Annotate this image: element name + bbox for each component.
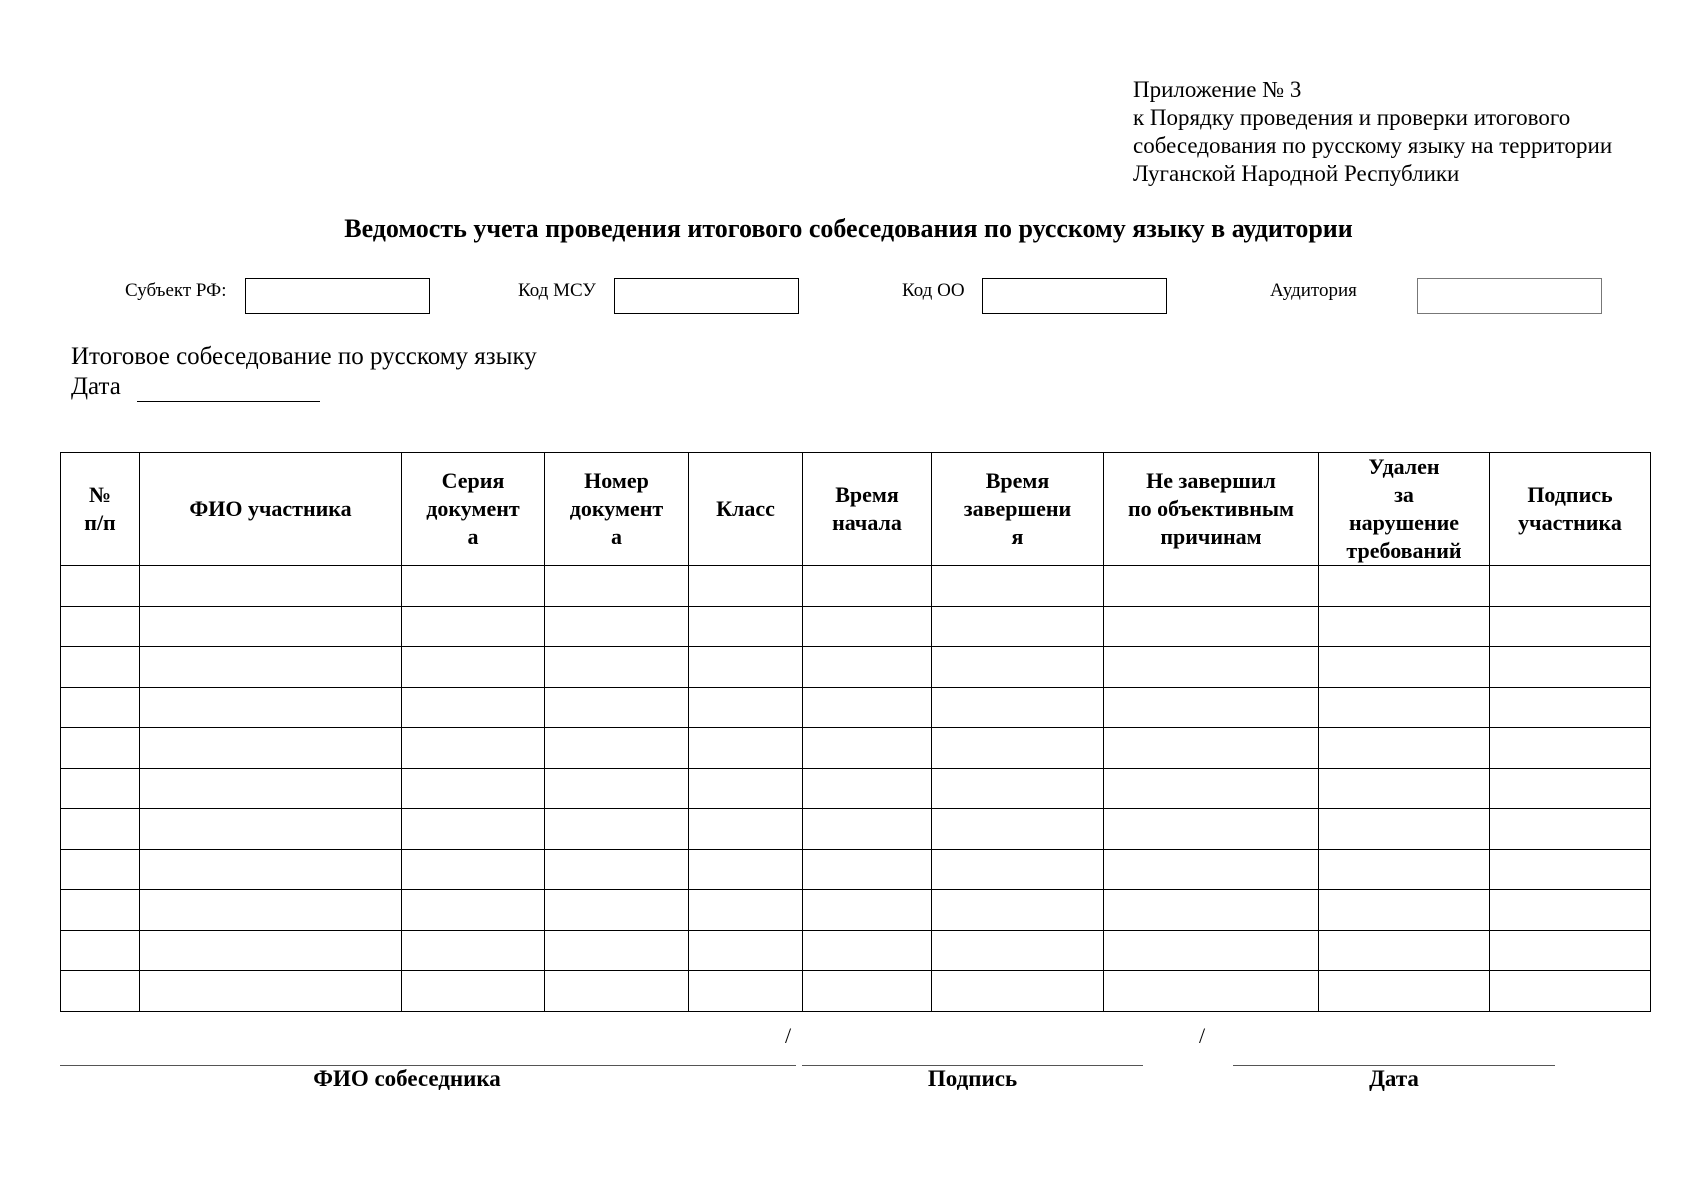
date-sign-label: Дата	[1369, 1066, 1419, 1091]
table-row	[61, 728, 1651, 769]
table-cell[interactable]	[140, 971, 402, 1012]
table-cell[interactable]	[140, 687, 402, 728]
table-header-row	[61, 453, 1651, 566]
column-header	[402, 453, 545, 566]
participants-table	[60, 452, 1651, 1012]
table-cell[interactable]	[1104, 606, 1319, 647]
table-cell[interactable]	[803, 768, 932, 809]
table-cell[interactable]	[61, 728, 140, 769]
table-cell[interactable]	[61, 566, 140, 607]
table-cell[interactable]	[932, 930, 1104, 971]
table-cell[interactable]	[545, 687, 689, 728]
column-header-line: №	[88, 482, 112, 507]
table-cell[interactable]	[545, 809, 689, 850]
appendix-line: собеседования по русскому языку на территории	[1133, 133, 1613, 158]
table-cell[interactable]	[803, 687, 932, 728]
table-cell[interactable]	[689, 687, 803, 728]
table-cell[interactable]	[61, 687, 140, 728]
table-cell[interactable]	[1490, 809, 1651, 850]
column-header-line: Класс	[716, 496, 775, 521]
table-cell[interactable]	[803, 606, 932, 647]
column-header	[1319, 453, 1490, 566]
table-cell[interactable]	[545, 849, 689, 890]
table-row	[61, 566, 1651, 607]
table-cell[interactable]	[932, 728, 1104, 769]
table-cell[interactable]	[140, 647, 402, 688]
column-header	[932, 453, 1104, 566]
table-cell[interactable]	[1490, 728, 1651, 769]
table-cell[interactable]	[61, 768, 140, 809]
table-cell[interactable]	[61, 930, 140, 971]
table-cell[interactable]	[932, 687, 1104, 728]
column-header-line: Номер	[584, 468, 649, 493]
table-cell[interactable]	[932, 768, 1104, 809]
table-cell[interactable]	[932, 890, 1104, 931]
column-header-line: Серия	[441, 468, 505, 493]
table-cell[interactable]	[545, 930, 689, 971]
table-cell[interactable]	[803, 809, 932, 850]
table-cell[interactable]	[545, 566, 689, 607]
table-cell[interactable]	[1490, 930, 1651, 971]
column-header-line: нарушение	[1348, 510, 1460, 535]
table-cell[interactable]	[932, 606, 1104, 647]
table-cell[interactable]	[1104, 930, 1319, 971]
table-row	[61, 809, 1651, 850]
table-cell[interactable]	[1104, 687, 1319, 728]
table-cell[interactable]	[1490, 890, 1651, 931]
table-row	[61, 768, 1651, 809]
table-row	[61, 930, 1651, 971]
table-cell[interactable]	[402, 849, 545, 890]
table-cell[interactable]	[402, 728, 545, 769]
table-cell[interactable]	[61, 890, 140, 931]
table-cell[interactable]	[803, 728, 932, 769]
table-cell[interactable]	[1104, 809, 1319, 850]
table-cell[interactable]	[1319, 849, 1490, 890]
table-cell[interactable]	[402, 890, 545, 931]
column-header-line: Время	[985, 468, 1050, 493]
table-cell[interactable]	[140, 849, 402, 890]
table-cell[interactable]	[689, 647, 803, 688]
exam-name: Итоговое собеседование по русскому языку	[71, 343, 537, 370]
table-cell[interactable]	[689, 890, 803, 931]
table-cell[interactable]	[402, 930, 545, 971]
column-header-line: начала	[832, 510, 902, 535]
column-header-line: Время	[835, 482, 899, 507]
table-cell[interactable]	[1490, 647, 1651, 688]
table-cell[interactable]	[1319, 971, 1490, 1012]
appendix-line: Луганской Народной Республики	[1133, 161, 1460, 186]
table-cell[interactable]	[689, 768, 803, 809]
table-cell[interactable]	[1104, 647, 1319, 688]
oo-code-label: Код ОО	[902, 280, 965, 301]
column-header-line: завершени	[963, 496, 1072, 521]
table-cell[interactable]	[1319, 768, 1490, 809]
table-cell[interactable]	[1490, 768, 1651, 809]
column-header	[545, 453, 689, 566]
column-header-line: ФИО участника	[189, 496, 352, 521]
table-cell[interactable]	[689, 606, 803, 647]
column-header-line: требований	[1346, 538, 1462, 563]
table-cell[interactable]	[402, 971, 545, 1012]
signature-label: Подпись	[927, 1066, 1018, 1091]
column-header-line: документ	[569, 496, 664, 521]
column-header-line: п/п	[84, 510, 116, 535]
separator-slash: /	[1199, 1023, 1206, 1048]
table-cell[interactable]	[545, 971, 689, 1012]
table-cell[interactable]	[689, 809, 803, 850]
table-cell[interactable]	[803, 647, 932, 688]
table-cell[interactable]	[689, 566, 803, 607]
column-header	[1490, 453, 1651, 566]
column-header	[140, 453, 402, 566]
column-header-line: а	[467, 524, 479, 549]
table-cell[interactable]	[140, 768, 402, 809]
column-header-line: за	[1394, 482, 1414, 507]
table-cell[interactable]	[140, 890, 402, 931]
column-header-line: я	[1011, 524, 1024, 549]
table-cell[interactable]	[140, 606, 402, 647]
table-cell[interactable]	[1319, 687, 1490, 728]
table-cell[interactable]	[932, 809, 1104, 850]
table-cell[interactable]	[1319, 606, 1490, 647]
table-cell[interactable]	[1104, 768, 1319, 809]
table-cell[interactable]	[689, 971, 803, 1012]
interviewer-name-label: ФИО собеседника	[313, 1066, 501, 1091]
table-cell[interactable]	[1319, 566, 1490, 607]
table-cell[interactable]	[1490, 849, 1651, 890]
appendix-line: к Порядку проведения и проверки итогового	[1133, 105, 1571, 130]
table-cell[interactable]	[140, 809, 402, 850]
table-row	[61, 606, 1651, 647]
column-header	[1104, 453, 1319, 566]
date-field[interactable]	[137, 401, 320, 402]
table-cell[interactable]	[545, 768, 689, 809]
table-body	[61, 566, 1651, 1012]
column-header	[689, 453, 803, 566]
table-cell[interactable]	[402, 687, 545, 728]
column-header	[803, 453, 932, 566]
table-cell[interactable]	[803, 890, 932, 931]
column-header-line: Не завершил	[1146, 468, 1276, 493]
table-cell[interactable]	[1490, 971, 1651, 1012]
column-header-line: а	[611, 524, 622, 549]
column-header-line: Подпись	[1527, 482, 1613, 507]
table-row	[61, 849, 1651, 890]
table-cell[interactable]	[545, 647, 689, 688]
subject-label: Субъект РФ:	[125, 280, 227, 301]
table-cell[interactable]	[140, 930, 402, 971]
table-cell[interactable]	[689, 849, 803, 890]
table-cell[interactable]	[932, 971, 1104, 1012]
table-cell[interactable]	[61, 809, 140, 850]
table-cell[interactable]	[932, 566, 1104, 607]
table-cell[interactable]	[402, 647, 545, 688]
column-header-line: по объективным	[1127, 496, 1295, 521]
document-title: Ведомость учета проведения итогового собеседования по русскому языку в аудитории	[344, 214, 1353, 243]
table-cell[interactable]	[1104, 849, 1319, 890]
subject-field[interactable]	[245, 278, 430, 314]
table-cell[interactable]	[803, 849, 932, 890]
table-row	[61, 971, 1651, 1012]
table-cell[interactable]	[932, 849, 1104, 890]
table-cell[interactable]	[402, 768, 545, 809]
table-cell[interactable]	[689, 728, 803, 769]
table-cell[interactable]	[1319, 890, 1490, 931]
table-cell[interactable]	[1104, 566, 1319, 607]
table-cell[interactable]	[803, 971, 932, 1012]
oo-code-field[interactable]	[982, 278, 1167, 314]
table-row	[61, 890, 1651, 931]
appendix-note	[1133, 76, 1612, 188]
table-cell[interactable]	[140, 566, 402, 607]
column-header-line: Удален	[1368, 454, 1440, 479]
table-cell[interactable]	[1319, 647, 1490, 688]
table-cell[interactable]	[689, 930, 803, 971]
table-cell[interactable]	[402, 566, 545, 607]
table-cell[interactable]	[1490, 566, 1651, 607]
table-cell[interactable]	[61, 971, 140, 1012]
table-cell[interactable]	[140, 728, 402, 769]
table-cell[interactable]	[803, 930, 932, 971]
separator-slash: /	[785, 1023, 792, 1048]
auditorium-field[interactable]	[1417, 278, 1602, 314]
table-cell[interactable]	[61, 849, 140, 890]
table-cell[interactable]	[545, 606, 689, 647]
table-cell[interactable]	[402, 809, 545, 850]
table-row	[61, 647, 1651, 688]
table-cell[interactable]	[1490, 687, 1651, 728]
table-cell[interactable]	[61, 647, 140, 688]
table-cell[interactable]	[1104, 971, 1319, 1012]
table-row	[61, 687, 1651, 728]
table-cell[interactable]	[545, 890, 689, 931]
table-cell[interactable]	[932, 647, 1104, 688]
msu-code-label: Код МСУ	[518, 280, 596, 301]
table-cell[interactable]	[803, 566, 932, 607]
table-cell[interactable]	[545, 728, 689, 769]
column-header-line: причинам	[1160, 524, 1262, 549]
msu-code-field[interactable]	[614, 278, 799, 314]
table-cell[interactable]	[1104, 728, 1319, 769]
column-header-line: участника	[1518, 510, 1622, 535]
table-cell[interactable]	[1319, 728, 1490, 769]
table-cell[interactable]	[1104, 890, 1319, 931]
appendix-line: Приложение № 3	[1133, 77, 1302, 102]
table-cell[interactable]	[1319, 809, 1490, 850]
table-cell[interactable]	[1490, 606, 1651, 647]
column-header	[61, 453, 140, 566]
table-cell[interactable]	[1319, 930, 1490, 971]
date-label: Дата	[71, 373, 121, 400]
table-cell[interactable]	[402, 606, 545, 647]
table-cell[interactable]	[61, 606, 140, 647]
column-header-line: документ	[426, 496, 520, 521]
auditorium-label: Аудитория	[1270, 280, 1357, 301]
